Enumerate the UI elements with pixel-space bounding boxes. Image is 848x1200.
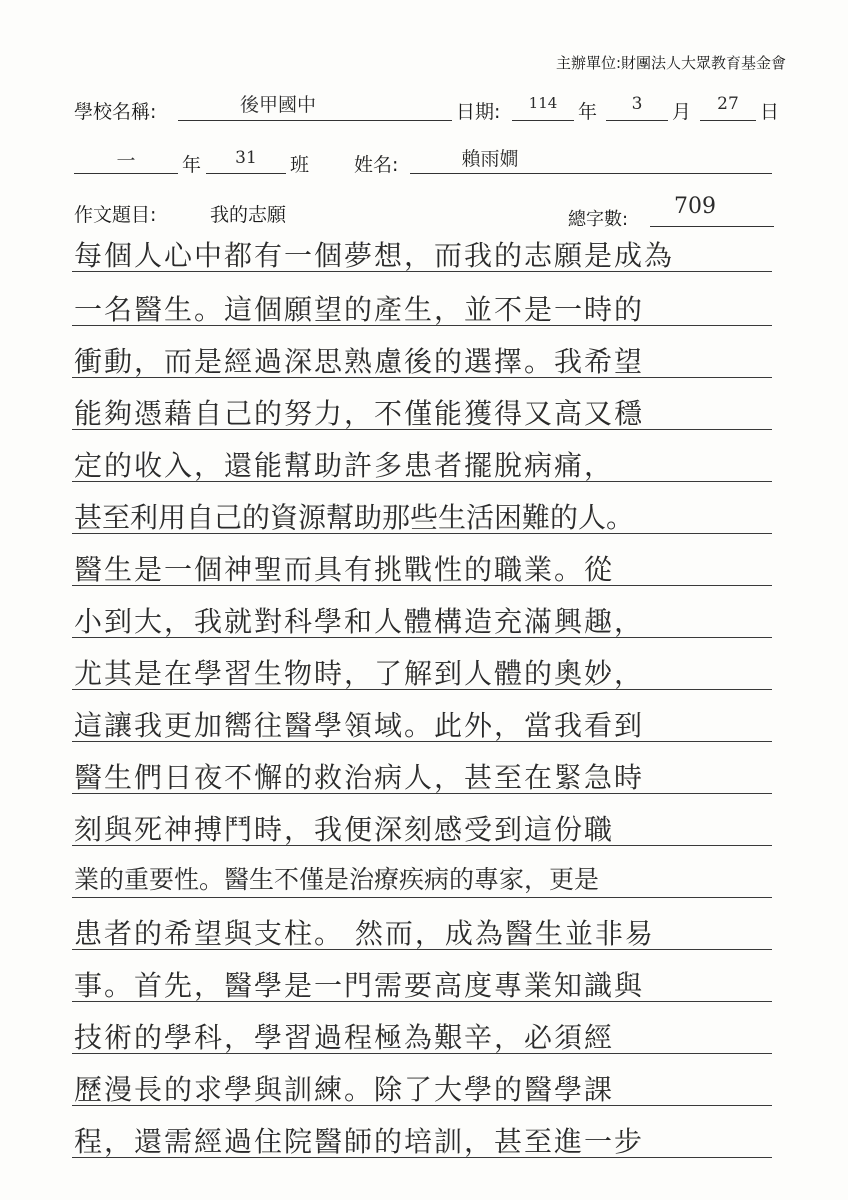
class-value: 31 — [235, 148, 257, 168]
school-label: 學校名稱: — [74, 101, 157, 123]
essay-line: 技術的學科，學習過程極為艱辛，必須經 — [74, 1021, 615, 1054]
essay-line: 衝動，而是經過深思熟慮後的選擇。我希望 — [74, 345, 645, 378]
ruled-line — [72, 897, 772, 898]
grade-label: 年 — [182, 154, 202, 176]
grade-value: 一 — [116, 150, 136, 172]
day-value: 27 — [717, 94, 739, 114]
class-label: 班 — [290, 154, 310, 176]
topic-label: 作文題目: — [74, 204, 157, 226]
name-label: 姓名: — [354, 154, 399, 176]
year-value: 114 — [528, 94, 558, 112]
day-underline — [700, 120, 756, 121]
year-underline — [512, 120, 574, 121]
essay-line: 醫生們日夜不懈的救治病人，甚至在緊急時 — [74, 761, 645, 794]
essay-line: 甚至利用自己的資源幫助那些生活困難的人。 — [74, 501, 635, 534]
essay-line: 業的重要性。醫生不僅是治療疾病的專家，更是 — [74, 865, 600, 894]
essay-line: 這讓我更加嚮往醫學領域。此外，當我看到 — [74, 709, 645, 742]
name-value: 賴雨嫺 — [461, 148, 519, 170]
essay-line: 刻與死神搏鬥時，我便深刻感受到這份職 — [74, 813, 615, 846]
essay-line: 能夠憑藉自己的努力，不僅能獲得又高又穩 — [74, 397, 645, 430]
month-underline — [606, 120, 668, 121]
essay-line: 尤其是在學習生物時，了解到人體的奧妙， — [74, 657, 645, 690]
essay-line: 歷漫長的求學與訓練。除了大學的醫學課 — [74, 1073, 615, 1106]
essay-line: 程，還需經過住院醫師的培訓，甚至進一步 — [74, 1125, 645, 1158]
organizer-text: 主辦單位:財團法人大眾教育基金會 — [555, 54, 786, 72]
school-underline — [178, 120, 452, 121]
topic-value: 我的志願 — [210, 204, 287, 226]
grade-underline — [74, 173, 178, 174]
essay-line: 一名醫生。這個願望的產生，並不是一時的 — [74, 293, 645, 326]
date-label: 日期: — [456, 101, 501, 123]
essay-line: 定的收入，還能幫助許多患者擺脫病痛， — [74, 449, 615, 482]
essay-line: 患者的希望與支柱。 然而，成為醫生並非易 — [74, 917, 655, 950]
class-underline — [206, 173, 286, 174]
essay-line: 醫生是一個神聖而具有挑戰性的職業。從 — [74, 553, 615, 586]
wordcount-underline — [650, 226, 774, 227]
wordcount-value: 709 — [674, 194, 716, 219]
year-label: 年 — [578, 101, 598, 123]
day-label: 日 — [760, 101, 780, 123]
essay-line: 事。首先，醫學是一門需要高度專業知識與 — [74, 969, 645, 1002]
essay-line: 每個人心中都有一個夢想，而我的志願是成為 — [74, 239, 675, 272]
month-value: 3 — [631, 94, 643, 114]
name-underline — [410, 173, 772, 174]
wordcount-label: 總字數: — [568, 209, 629, 230]
school-value: 後甲國中 — [239, 94, 316, 116]
essay-line: 小到大，我就對科學和人體構造充滿興趣， — [74, 605, 645, 638]
month-label: 月 — [672, 101, 692, 123]
